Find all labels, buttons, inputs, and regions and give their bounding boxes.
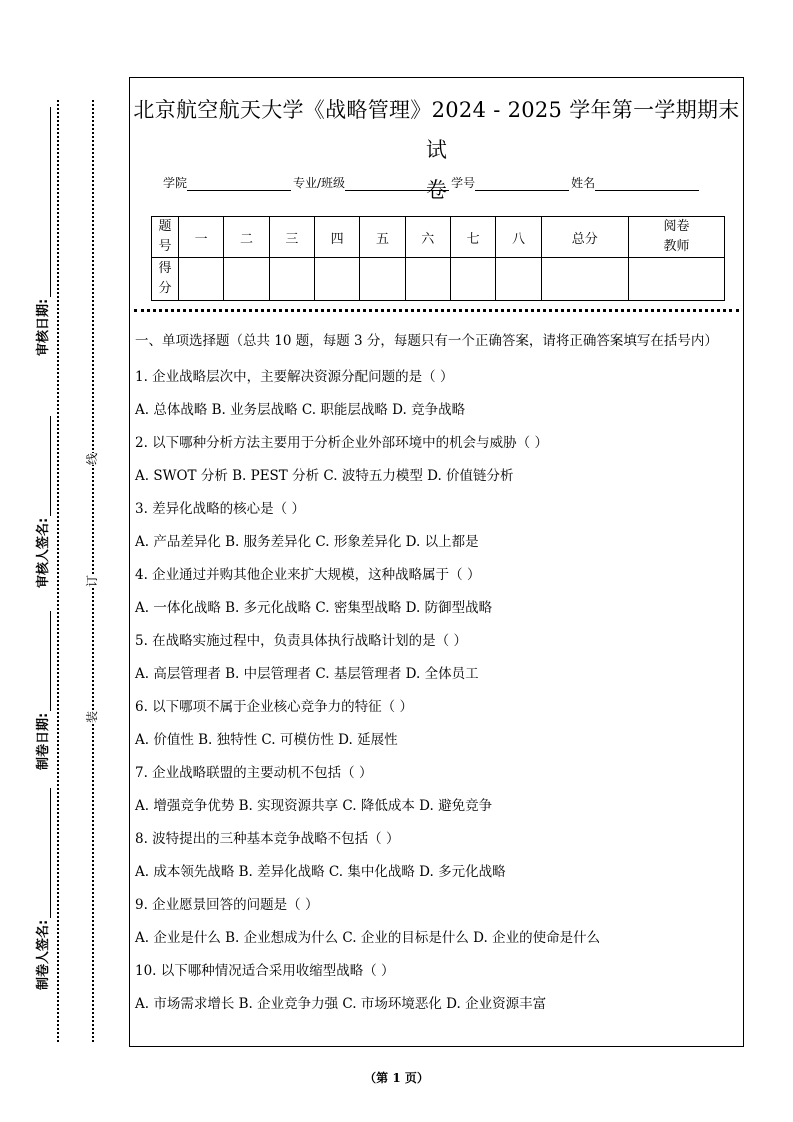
question-text: 5. 在战略实施过程中，负责具体执行战略计划的是（ ） xyxy=(135,633,467,649)
question-text: 3. 差异化战略的核心是（ ） xyxy=(135,501,305,517)
score-cell[interactable] xyxy=(269,258,314,301)
reviewer-date-label: 审核日期: xyxy=(36,298,51,356)
score-cell[interactable] xyxy=(179,258,224,301)
score-cell[interactable] xyxy=(360,258,405,301)
header-separator xyxy=(134,309,739,315)
question-options: A. 市场需求增长 B. 企业竞争力强 C. 市场环境恶化 D. 企业资源丰富 xyxy=(135,996,547,1012)
question-options: A. 一体化战略 B. 多元化战略 C. 密集型战略 D. 防御型战略 xyxy=(135,600,493,616)
question-text: 6. 以下哪项不属于企业核心竞争力的特征（ ） xyxy=(135,699,413,715)
section-title: 一、单项选择题（总共 10 题，每题 3 分，每题只有一个正确答案，请将正确答案填写在括号内） xyxy=(135,333,718,349)
student-info-row xyxy=(163,174,701,191)
major-class-input[interactable] xyxy=(345,176,449,191)
maker-sign-blank[interactable] xyxy=(49,788,51,918)
question-options: A. 企业是什么 B. 企业想成为什么 C. 企业的目标是什么 D. 企业的使命是什么 xyxy=(135,930,601,946)
column-7: 七 xyxy=(450,217,495,258)
maker-date-blank[interactable] xyxy=(49,611,51,711)
college-label: 学院 xyxy=(163,176,188,190)
section-single-choice xyxy=(135,330,735,1021)
reviewer-sign-label: 审核人签名: xyxy=(36,517,51,588)
question-options: A. 产品差异化 B. 服务差异化 C. 形象差异化 D. 以上都是 xyxy=(135,534,479,550)
score-cell[interactable] xyxy=(496,258,541,301)
question-text: 8. 波特提出的三种基本竞争战略不包括（ ） xyxy=(135,831,400,847)
reviewer-sign-blank[interactable] xyxy=(49,416,51,516)
question-text: 4. 企业通过并购其他企业来扩大规模，这种战略属于（ ） xyxy=(135,567,481,583)
name-input[interactable] xyxy=(595,176,699,191)
question-options: A. 高层管理者 B. 中层管理者 C. 基层管理者 D. 全体员工 xyxy=(135,666,479,682)
score-table-header-row xyxy=(152,217,725,258)
question-options: A. 总体战略 B. 业务层战略 C. 职能层战略 D. 竞争战略 xyxy=(135,402,466,418)
question-text: 9. 企业愿景回答的问题是（ ） xyxy=(135,897,319,913)
column-2: 二 xyxy=(224,217,269,258)
exam-title-line1: 北京航空航天大学《战略管理》2024 - 2025 学年第一学期期末试 xyxy=(133,98,740,162)
question-text: 2. 以下哪种分析方法主要用于分析企业外部环境中的机会与威胁（ ） xyxy=(135,435,548,451)
question-options: A. 增强竞争优势 B. 实现资源共享 C. 降低成本 D. 避免竞争 xyxy=(135,798,493,814)
maker-date-label: 制卷日期: xyxy=(36,712,51,770)
question-text: 7. 企业战略联盟的主要动机不包括（ ） xyxy=(135,765,373,781)
column-6: 六 xyxy=(405,217,450,258)
binding-line-char: 线 xyxy=(85,452,100,466)
column-8: 八 xyxy=(496,217,541,258)
student-id-input[interactable] xyxy=(475,176,569,191)
binding-dotted-line-outer xyxy=(57,100,59,1042)
score-table xyxy=(151,216,725,301)
column-grader: 阅卷 教师 xyxy=(629,217,725,258)
reviewer-date-blank[interactable] xyxy=(49,107,51,297)
exam-frame xyxy=(129,77,744,1047)
binding-bind-char: 装 xyxy=(85,710,100,724)
column-total: 总分 xyxy=(541,217,628,258)
college-input[interactable] xyxy=(187,176,291,191)
name-label: 姓名 xyxy=(571,176,596,190)
maker-sign-field xyxy=(32,788,51,990)
score-header: 得 分 xyxy=(152,258,179,301)
question-text: 10. 以下哪种情况适合采用收缩型战略（ ） xyxy=(135,963,395,979)
column-1: 一 xyxy=(179,217,224,258)
exam-title xyxy=(130,90,743,210)
column-4: 四 xyxy=(314,217,359,258)
reviewer-sign-field xyxy=(32,416,51,588)
maker-date-field xyxy=(32,611,51,770)
reviewer-date-field xyxy=(32,107,51,356)
score-cell[interactable] xyxy=(405,258,450,301)
question-options: A. 价值性 B. 独特性 C. 可模仿性 D. 延展性 xyxy=(135,732,398,748)
exam-title-line2: 卷 xyxy=(425,178,448,202)
score-cell[interactable] xyxy=(224,258,269,301)
question-number-header: 题 号 xyxy=(152,217,179,258)
column-3: 三 xyxy=(269,217,314,258)
question-options: A. 成本领先战略 B. 差异化战略 C. 集中化战略 D. 多元化战略 xyxy=(135,864,506,880)
binding-dotted-line-inner xyxy=(92,100,94,1042)
score-table-score-row xyxy=(152,258,725,301)
score-cell[interactable] xyxy=(450,258,495,301)
score-cell[interactable] xyxy=(541,258,628,301)
question-text: 1. 企业战略层次中，主要解决资源分配问题的是（ ） xyxy=(135,369,454,385)
grader-cell[interactable] xyxy=(629,258,725,301)
major-class-label: 专业/班级 xyxy=(293,176,346,190)
page-number: （第 1 页） xyxy=(364,1071,429,1085)
binding-order-char: 订 xyxy=(85,574,100,588)
column-5: 五 xyxy=(360,217,405,258)
student-id-label: 学号 xyxy=(451,176,476,190)
question-options: A. SWOT 分析 B. PEST 分析 C. 波特五力模型 D. 价值链分析 xyxy=(135,468,514,484)
maker-sign-label: 制卷人签名: xyxy=(36,919,51,990)
score-cell[interactable] xyxy=(314,258,359,301)
